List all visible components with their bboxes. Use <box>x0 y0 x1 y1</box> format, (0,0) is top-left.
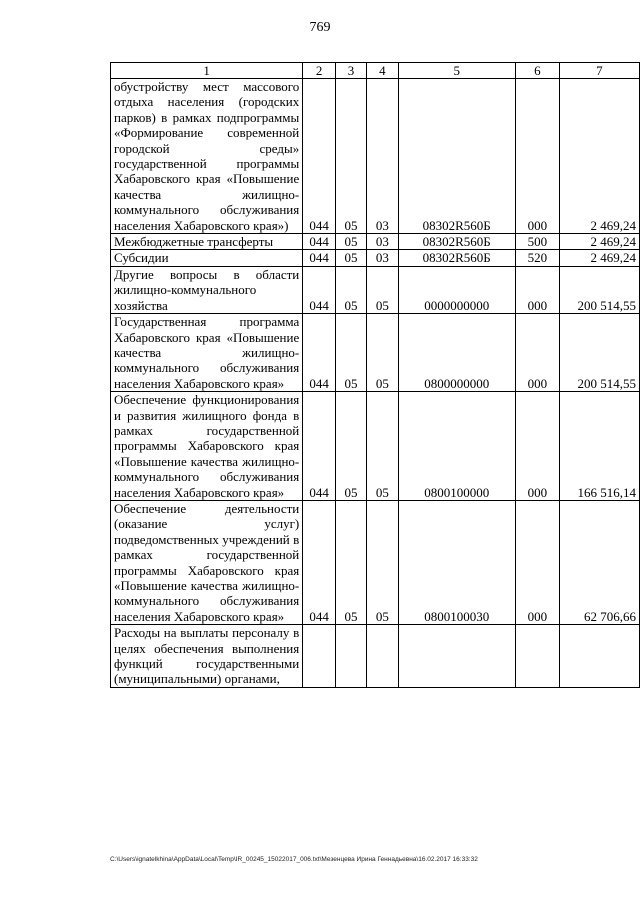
section-code: 05 <box>335 314 366 392</box>
column-header: 5 <box>398 63 515 79</box>
expense-type-code: 000 <box>515 392 559 501</box>
row-description: обустройству мест массового отдыха населения (городских парков) в рамках подпрограммы «Формирование современной городской среды» государственной программы Хабаровского края «Повышение качества жилищно-коммунального обслуживания населения Хабаровского края») <box>111 79 303 234</box>
expense-type-code: 500 <box>515 234 559 250</box>
target-article-code: 0000000000 <box>398 266 515 313</box>
budget-table <box>110 62 640 688</box>
column-header: 2 <box>303 63 336 79</box>
file-path-footer: C:\Users\ignatelkhina\AppData\Local\Temp\IR_00245_15022017_006.txt\Мезенцева Ирина Геннадьевна\16.02.2017 16:33:32 <box>110 856 478 863</box>
expense-type-code: 000 <box>515 314 559 392</box>
subsection-code: 05 <box>367 500 398 624</box>
ministry-code: 044 <box>303 234 336 250</box>
expense-type-code: 000 <box>515 266 559 313</box>
amount: 166 516,14 <box>559 392 639 501</box>
column-header: 3 <box>335 63 366 79</box>
subsection-code: 03 <box>367 250 398 266</box>
amount: 2 469,24 <box>559 79 639 234</box>
target-article-code: 0800100030 <box>398 500 515 624</box>
subsection-code: 05 <box>367 266 398 313</box>
subsection-code: 05 <box>367 314 398 392</box>
ministry-code: 044 <box>303 266 336 313</box>
table-row <box>111 625 640 688</box>
section-code: 05 <box>335 500 366 624</box>
amount <box>559 625 639 688</box>
amount: 200 514,55 <box>559 266 639 313</box>
column-header: 1 <box>111 63 303 79</box>
amount: 200 514,55 <box>559 314 639 392</box>
column-header: 7 <box>559 63 639 79</box>
row-description: Межбюджетные трансферты <box>111 234 303 250</box>
ministry-code: 044 <box>303 314 336 392</box>
subsection-code <box>367 625 398 688</box>
expense-type-code: 000 <box>515 500 559 624</box>
row-description: Расходы на выплаты персоналу в целях обеспечения выполнения функций государственными (муниципальными) органами, <box>111 625 303 688</box>
row-description: Государственная программа Хабаровского края «Повышение качества жилищно-коммунального обслуживания населения Хабаровского края» <box>111 314 303 392</box>
ministry-code: 044 <box>303 500 336 624</box>
amount: 62 706,66 <box>559 500 639 624</box>
table-header-row <box>111 63 640 79</box>
subsection-code: 05 <box>367 392 398 501</box>
amount: 2 469,24 <box>559 250 639 266</box>
target-article-code: 0800000000 <box>398 314 515 392</box>
table-row <box>111 314 640 392</box>
target-article-code: 0800100000 <box>398 392 515 501</box>
ministry-code: 044 <box>303 392 336 501</box>
column-header: 6 <box>515 63 559 79</box>
section-code: 05 <box>335 234 366 250</box>
expense-type-code: 520 <box>515 250 559 266</box>
table-row <box>111 266 640 313</box>
expense-type-code: 000 <box>515 79 559 234</box>
subsection-code: 03 <box>367 79 398 234</box>
table-row <box>111 250 640 266</box>
amount: 2 469,24 <box>559 234 639 250</box>
ministry-code: 044 <box>303 250 336 266</box>
ministry-code <box>303 625 336 688</box>
target-article-code <box>398 625 515 688</box>
target-article-code: 08302R560Б <box>398 79 515 234</box>
target-article-code: 08302R560Б <box>398 234 515 250</box>
section-code: 05 <box>335 79 366 234</box>
row-description: Обеспечение деятельности (оказание услуг) подведомственных учреждений в рамках государственной программы Хабаровского края «Повышение качества жилищно-коммунального обслуживания населения Хабаровского края» <box>111 500 303 624</box>
section-code: 05 <box>335 266 366 313</box>
table-row <box>111 234 640 250</box>
section-code <box>335 625 366 688</box>
table-row <box>111 79 640 234</box>
column-header: 4 <box>367 63 398 79</box>
subsection-code: 03 <box>367 234 398 250</box>
page-number: 769 <box>309 20 331 35</box>
section-code: 05 <box>335 250 366 266</box>
expense-type-code <box>515 625 559 688</box>
table-row <box>111 392 640 501</box>
ministry-code: 044 <box>303 79 336 234</box>
row-description: Другие вопросы в области жилищно-коммунального хозяйства <box>111 266 303 313</box>
table-row <box>111 500 640 624</box>
section-code: 05 <box>335 392 366 501</box>
row-description: Обеспечение функционирования и развития жилищного фонда в рамках государственной программы Хабаровского края «Повышение качества жилищно-коммунального обслуживания населения Хабаровского края» <box>111 392 303 501</box>
target-article-code: 08302R560Б <box>398 250 515 266</box>
row-description: Субсидии <box>111 250 303 266</box>
